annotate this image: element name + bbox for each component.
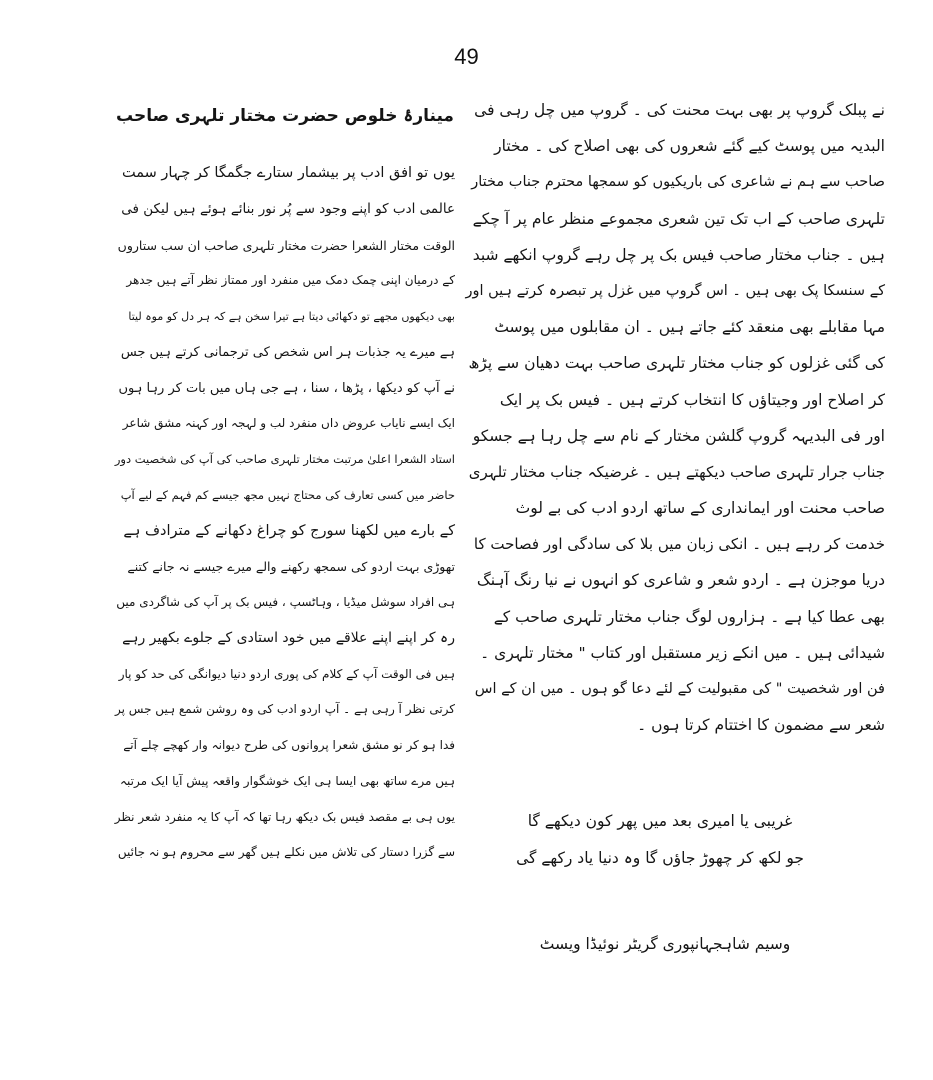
body-line: ہی افراد سوشل میڈیا ، وہاٹسپ ، فیس بک پر آپ کی شاگردی میں <box>116 595 455 609</box>
body-line: بھی عطا کیا ہے ۔ ہزاروں لوگ جناب مختار تلہری صاحب کے <box>493 607 885 626</box>
body-line: جناب جرار تلہری صاحب دیکھتے ہیں ۔ غرضیکہ جناب مختار تلہری <box>468 462 885 481</box>
body-line: مہا مقابلے بھی منعقد کئے جاتے ہیں ۔ ان مقابلوں میں پوسٹ <box>494 318 885 337</box>
verse-line: جو لکھ کر چھوڑ جاؤں گا وہ دنیا یاد رکھے گی <box>516 848 804 867</box>
body-line: تھوڑی بہت اردو کی سمجھ رکھنے والے میرے جیسے نہ جانے کتنے <box>127 559 455 575</box>
left-column <box>115 96 455 871</box>
body-line: خدمت کر رہے ہیں ۔ انکی زبان میں بلا کی سادگی اور فصاحت کا <box>473 535 885 554</box>
body-line: ایک ایسے نایاب عروض داں منفرد لب و لہجہ اور کہنہ مشق شاعر <box>122 416 455 431</box>
body-line: ہے میرے یہ جذبات ہر اس شخص کی ترجمانی کرتے ہیں جس <box>120 344 455 360</box>
body-line: کی گئی غزلوں کو جناب مختار تلہری صاحب بہت دھیان سے پڑھ <box>468 354 885 373</box>
body-line: یوں ہی بے مقصد فیس بک دیکھ رہا تھا کہ آپ کا یہ منفرد شعر نظر <box>114 809 455 824</box>
body-line: استاد الشعرا اعلیٰ مرتبت مختار تلہری صاحب کی آپ کی شخصیت دور <box>114 452 455 466</box>
body-line: کے بارے میں لکھنا سورج کو چراغ دکھانے کے مترادف ہے <box>123 522 455 539</box>
body-line: ہیں فی الوقت آپ کے کلام کی پوری اردو دنیا دیوانگی کی حد کو پار <box>118 666 455 681</box>
body-line: البدیہ میں پوسٹ کیے گئے شعروں کی بھی اصلاح کی ۔ مختار <box>494 137 885 156</box>
body-line: فدا ہو کر نو مشق شعرا پروانوں کی طرح دیوانہ وار کھچے چلے آتے <box>123 738 455 752</box>
body-line: کرتی نظر آ رہی ہے ۔ آپ اردو ادب کی وہ روشن شمع ہیں جس پر <box>115 702 455 717</box>
body-line: عالمی ادب کو اپنے وجود سے پُر نور بنائے ہوئے ہیں لیکن فی <box>121 200 455 217</box>
author-signature: وسیم شاہجہانپوری گریٹر نوئیڈا ویسٹ <box>539 934 791 953</box>
spacer <box>465 743 885 803</box>
spacer <box>465 876 885 926</box>
body-line: اور فی البدیہہ گروپ گلشن مختار کے نام سے چل رہا ہے جسکو <box>472 426 885 445</box>
body-line: صاحب محنت اور ایمانداری کے ساتھ اردو ادب کی بے لوث <box>515 499 885 518</box>
body-line: سے گزرا دستار کی تلاش میں نکلے ہیں گھر سے محروم ہو نہ جائیں <box>117 845 455 860</box>
page-number: 49 <box>454 44 479 69</box>
body-line: رہ کر اپنے اپنے علاقے میں خود استادی کے جلوے بکھیر رہے <box>122 629 455 646</box>
body-line: کے درمیان اپنی چمک دمک میں منفرد اور ممتاز نظر آتے ہیں جدھر <box>126 273 455 288</box>
body-line: کے سنسکا پک بھی ہیں ۔ اس گروپ میں غزل پر تبصرہ کرتے ہیں اور <box>465 282 885 299</box>
body-line: دریا موجزن ہے ۔ اردو شعر و شاعری کو انہوں نے نیا رنگ آہنگ <box>476 571 885 590</box>
body-line: حاضر میں کسی تعارف کی محتاج نہیں مجھ جیسے کم فہم کے لیے آپ <box>120 487 455 502</box>
body-line: نے پبلک گروپ پر بھی بہت محنت کی ۔ گروپ میں چل رہی فی <box>474 101 885 119</box>
body-line: فن اور شخصیت " کی مقبولیت کے لئے دعا گو ہوں ۔ میں ان کے اس <box>474 681 885 697</box>
body-line: کر اصلاح اور وجیتاؤں کا انتخاب کرتے ہیں ۔ فیس بک پر ایک <box>499 390 885 409</box>
body-line: ہیں مرے ساتھ بھی ایسا ہی ایک خوشگوار واقعہ پیش آیا ایک مرتبہ <box>120 773 455 788</box>
body-line: ہیں ۔ جناب مختار صاحب فیس بک پر چل رہے گروپ انکھے شبد <box>472 245 885 264</box>
article-title: مینارۂ خلوص حضرت مختار تلہری صاحب <box>116 106 454 126</box>
body-line: صاحب سے ہم نے شاعری کی باریکیوں کو سمجھا محترم جناب مختار <box>471 174 885 191</box>
body-line: یوں تو افق ادب پر بیشمار ستارے جگمگا کر چہار سمت <box>122 165 455 181</box>
body-line: بھی دیکھوں مجھے تو دکھائی دیتا ہے تیرا سخن ہے کہ ہر دل کو موہ لیتا <box>128 310 455 323</box>
body-line: تلہری صاحب کے اب تک تین شعری مجموعے منظر عام پر آ چکے <box>472 209 885 228</box>
body-line: شعر سے مضمون کا اختتام کرتا ہوں ۔ <box>637 716 885 735</box>
body-line: نے آپ کو دیکھا ، پڑھا ، سنا ، ہے جی ہاں میں بات کر رہا ہوں <box>118 380 455 396</box>
body-line: الوقت مختار الشعرا حضرت مختار تلہری صاحب ان سب ستاروں <box>117 237 455 253</box>
right-column <box>465 92 885 962</box>
body-line: شیدائی ہیں ۔ میں انکے زیر مستقبل اور کتاب " مختار تلہری ۔ <box>480 643 885 662</box>
verse-line: غریبی یا امیری بعد میں پھر کون دیکھے گا <box>527 812 793 831</box>
